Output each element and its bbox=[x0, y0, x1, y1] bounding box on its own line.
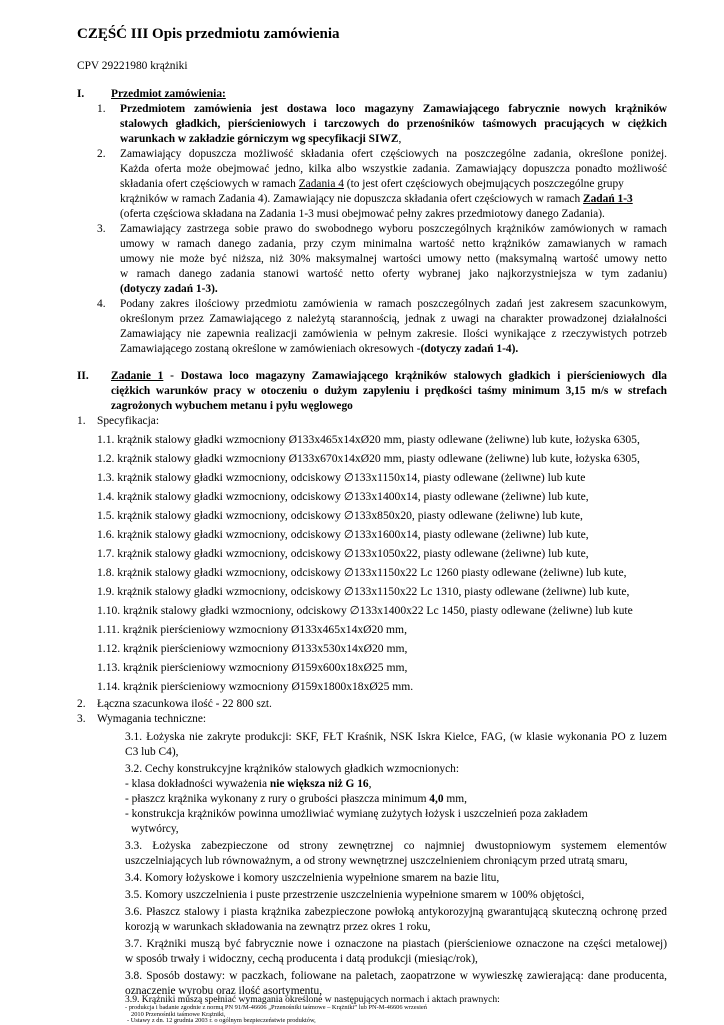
tech-3-2: 3.2. Cechy konstrukcyjne krążników stalowych gładkich wzmocnionych: bbox=[125, 763, 460, 775]
tech-3-6-line-2: korozją w warunkach składowania na zewnątrz przez okres 1 roku, bbox=[125, 921, 431, 933]
section-1-item-2-line-3-a: składania ofert częściowych w ramach bbox=[120, 178, 296, 190]
section-1-title: Przedmiot zamówienia: bbox=[111, 88, 226, 100]
section-1-item-2-line-5: (oferta częściowa składana na Zadania 1-3 musi obejmować pełny zakres przedmiotowy danego Zadania). bbox=[120, 208, 605, 220]
section-1-item-2-line-3-b: (to jest ofert częściowych obejmujących poszczególne grupy bbox=[346, 178, 624, 190]
section-1-item-4-number: 4. bbox=[97, 298, 106, 310]
tech-3-3-line-1: 3.3. Łożyska zabezpieczone od strony zewnętrznej co najmniej dwustopniowym systemem elementów bbox=[125, 840, 667, 852]
section-1-item-3-number: 3. bbox=[97, 223, 106, 235]
tech-3-9-norm-line-1: - produkcja i badanie zgodnie z normą PN 91/M-46606 „Przenośniki taśmowe – Krążniki” lub PN-M-46606 wrzesień bbox=[125, 1004, 427, 1011]
tech-3-7-line-2: w sposób trwały i widoczny, cechą producenta i datą produkcji (miesiąc/rok), bbox=[125, 953, 478, 965]
spec-item: 1.14. krążnik pierścieniowy wzmocniony Ø159x1800x18xØ25 mm. bbox=[97, 680, 414, 693]
section-1-item-2-line-1: Zamawiający dopuszcza możliwość składania ofert częściowych na poszczególne zadania, określone poniżej. bbox=[120, 148, 667, 160]
section-1-item-1-line-3 bbox=[120, 132, 401, 147]
spec-item: 1.10. krążnik stalowy gładki wzmocniony, odciskowy ∅133x1400x22 Lc 1450, piasty odlewane (żeliwne) lub kute bbox=[97, 604, 633, 617]
section-1-item-3-line-4: w ramach danego zadania stanowi wartość netto oferty wybranej jako najkorzystniejsza w tym zadaniu) bbox=[120, 268, 667, 280]
spec-item: 1.8. krążnik stalowy gładki wzmocniony, odciskowy ∅133x1150x22 Lc 1260 piasty odlewane (żeliwne) lub kute, bbox=[97, 566, 627, 579]
spec-item: 1.7. krążnik stalowy gładki wzmocniony, odciskowy ∅133x1050x22, piasty odlewane (żeliwne) lub kute, bbox=[97, 547, 589, 560]
tech-3-9-law: - Ustawy z dn. 12 grudnia 2003 r. o ogólnym bezpieczeństwie produktów, bbox=[127, 1017, 316, 1024]
tech-3-1-line-2: C3 lub C4), bbox=[125, 746, 179, 758]
section-2-line-2: ciężkich warunków pracy w otoczeniu o dużym zapyleniu i prędkości taśmy minimum 3,15 m/s w strefach bbox=[111, 385, 667, 397]
spec-item: 1.13. krążnik pierścieniowy wzmocniony Ø159x600x18xØ25 mm, bbox=[97, 661, 408, 674]
section-1-item-3-line-2: umowy w ramach danego zadania, przy czym minimalna wartość netto krążników zamawianych w ramach bbox=[120, 238, 667, 250]
section-1-item-1-line-1: Przedmiotem zamówienia jest dostawa loco magazyny Zamawiającego fabrycznie nowych krążników bbox=[120, 103, 667, 115]
section-2-line-1 bbox=[111, 369, 667, 384]
technical-requirements-heading: Wymagania techniczne: bbox=[97, 713, 207, 725]
tech-3-1-line-1: 3.1. Łożyska nie zakryte produkcji: SKF, FŁT Kraśnik, NSK Iskra Kielce, FAG, (w klasie wykonania PO z luzem bbox=[125, 731, 667, 743]
section-1-item-2-tasks-ref: Zadań 1-3 bbox=[583, 193, 633, 205]
section-1-item-1-number: 1. bbox=[97, 103, 106, 115]
tech-3-2-balance-pre: - klasa dokładności wyważenia bbox=[125, 778, 268, 790]
section-1-item-2-task-4-ref: Zadania 4 bbox=[298, 178, 344, 190]
section-1-item-1-line-2: stalowych gładkich, pierścieniowych i tarczowych do przenośników taśmowych pracujących w ciężkich bbox=[120, 118, 667, 130]
section-1-number: I. bbox=[77, 88, 85, 100]
section-1-item-4-line-4-a: Zamawiającego zostaną określone w zamówieniach okresowych - bbox=[120, 343, 421, 355]
section-1-item-4-line-2: określonym przez Zamawiającego z należytą starannością, jednak z uwagi na charakter prowadzonej działalności bbox=[120, 313, 667, 325]
tech-3-4: 3.4. Komory łożyskowe i komory uszczelnienia wypełnione smarem na bazie litu, bbox=[125, 872, 500, 884]
tech-3-5: 3.5. Komory uszczelnienia i puste przestrzenie uszczelnienia wypełnione smarem w 100% objętości, bbox=[125, 889, 585, 901]
tech-3-8-line-2: oznaczenie wyrobu oraz ilość asortymentu, bbox=[125, 985, 323, 997]
total-quantity: Łączna szacunkowa ilość - 22 800 szt. bbox=[97, 698, 272, 710]
section-1-item-3-line-5: (dotyczy zadań 1-3). bbox=[120, 283, 218, 295]
section-1-item-4-line-3: Zamawiający nie zapewnia realizacji zamówienia w pełnym zakresie. Ilości wynikające z rzeczywistych potrzeb bbox=[120, 328, 667, 340]
spec-heading-number: 1. bbox=[77, 415, 86, 427]
tech-3-7-line-1: 3.7. Krążniki muszą być fabrycznie nowe i oznaczone na piastach (pierścieniowe oznaczone na części metalowej) bbox=[125, 938, 667, 950]
section-1-item-1-line-3-bold: warunkach w zakładzie górniczym wg specyfikacji SIWZ bbox=[120, 133, 399, 145]
cpv-code: CPV 29221980 krążniki bbox=[77, 60, 188, 72]
spec-item: 1.2. krążnik stalowy gładki wzmocniony Ø133x670x14xØ20 mm, piasty odlewane (żeliwne) lub kute, łożyska 6305, bbox=[97, 452, 640, 465]
page-title: CZĘŚĆ III Opis przedmiotu zamówienia bbox=[77, 26, 340, 42]
section-1-item-2-line-4 bbox=[120, 192, 633, 207]
section-1-item-4-line-4-b: (dotyczy zadań 1-4). bbox=[420, 343, 519, 355]
section-1-item-2-line-4-a: krążników w ramach Zadania 4). Zamawiający nie dopuszcza składania ofert częściowych w ramach bbox=[120, 193, 581, 205]
tech-3-2-shell-bold: 4,0 bbox=[429, 793, 444, 805]
section-2-line-1-text: - Dostawa loco magazyny Zamawiającego krążników stalowych gładkich i pierścieniowych dla bbox=[170, 370, 667, 382]
spec-item: 1.11. krążnik pierścieniowy wzmocniony Ø133x465x14xØ20 mm, bbox=[97, 623, 407, 636]
spec-item: 1.6. krążnik stalowy gładki wzmocniony, odciskowy ∅133x1600x14, piasty odlewane (żeliwne) lub kute, bbox=[97, 528, 589, 541]
tech-3-2-design-line-2: wytwórcy, bbox=[131, 823, 179, 835]
section-2-line-3: zagrożonych wybuchem metanu i pyłu węglowego bbox=[111, 400, 353, 412]
spec-item: 1.1. krążnik stalowy gładki wzmocniony Ø133x465x14xØ20 mm, piasty odlewane (żeliwne) lub kute, łożyska 6305, bbox=[97, 433, 640, 446]
item-2-number: 2. bbox=[77, 698, 86, 710]
tech-3-2-design-line-1: - konstrukcja krążników powinna umożliwiać wymianę zużytych łożysk i uszczelnień poza zakładem bbox=[125, 808, 588, 820]
section-1-item-3-line-1: Zamawiający zastrzega sobie prawo do swobodnego wyboru poszczególnych krążników zamówionych w ramach bbox=[120, 223, 667, 235]
spec-heading: Specyfikacja: bbox=[97, 415, 159, 427]
section-1-item-4-line-4 bbox=[120, 342, 518, 357]
tech-3-8-line-1: 3.8. Sposób dostawy: w paczkach, foliowane na paletach, zaopatrzone w wywieszkę zawierającą: dane producenta, bbox=[125, 970, 667, 982]
section-2-number: II. bbox=[77, 370, 89, 382]
section-1-item-3-line-3: umowy nie może być niższa, niż 30% maksymalnej wartości umowy netto (maksymalną wartość umowy netto bbox=[120, 253, 667, 265]
tech-3-9-norm-line-2: 2010 Przenośniki taśmowe Krążniki, bbox=[131, 1010, 226, 1018]
tech-3-6-line-1: 3.6. Płaszcz stalowy i piasta krążnika zabezpieczone powłoką antykorozyjną gwarantującą skuteczną ochronę przed bbox=[125, 906, 667, 918]
spec-item: 1.9. krążnik stalowy gładki wzmocniony, odciskowy ∅133x1150x22 Lc 1310, piasty odlewane (żeliwne) lub kute, bbox=[97, 585, 630, 598]
spec-item: 1.12. krążnik pierścieniowy wzmocniony Ø133x530x14xØ20 mm, bbox=[97, 642, 408, 655]
tech-3-3-line-2: uszczelniających lub równoważnym, a od strony wewnętrznej uszczelnieniem chroniącym przed utratą smaru, bbox=[125, 855, 628, 867]
section-1-item-2-number: 2. bbox=[97, 148, 106, 160]
section-1-item-2-line-3 bbox=[120, 177, 624, 192]
tech-3-2-balance bbox=[125, 777, 371, 792]
tech-3-2-shell-post: mm, bbox=[446, 793, 467, 805]
section-2-task-label: Zadanie 1 bbox=[111, 370, 164, 382]
tech-3-2-balance-post: , bbox=[368, 778, 372, 790]
section-1-item-1-line-3-end: , bbox=[398, 133, 402, 145]
tech-3-2-balance-bold: nie większa niż G 16 bbox=[269, 778, 369, 790]
section-1-item-2-line-2: Każda oferta może obejmować jedno, kilka albo wszystkie zadania. Zamawiający dopuszcza ponadto możliwość bbox=[120, 163, 667, 175]
spec-item: 1.4. krążnik stalowy gładki wzmocniony, odciskowy ∅133x1400x14, piasty odlewane (żeliwne) lub kute, bbox=[97, 490, 589, 503]
spec-item: 1.3. krążnik stalowy gładki wzmocniony, odciskowy ∅133x1150x14, piasty odlewane (żeliwne) lub kute bbox=[97, 471, 586, 484]
tech-3-2-shell bbox=[125, 792, 467, 807]
tech-3-2-shell-pre: - płaszcz krążnika wykonany z rury o grubości płaszcza minimum bbox=[125, 793, 427, 805]
section-1-item-4-line-1: Podany zakres ilościowy przedmiotu zamówienia w ramach poszczególnych zadań jest zakresem szacunkowym, bbox=[120, 298, 667, 310]
spec-item: 1.5. krążnik stalowy gładki wzmocniony, odciskowy ∅133x850x20, piasty odlewane (żeliwne) lub kute, bbox=[97, 509, 583, 522]
item-3-number: 3. bbox=[77, 713, 86, 725]
tech-3-9: 3.9. Krążniki muszą spełniać wymagania określone w następujących normach i aktach prawnych: bbox=[125, 994, 500, 1005]
